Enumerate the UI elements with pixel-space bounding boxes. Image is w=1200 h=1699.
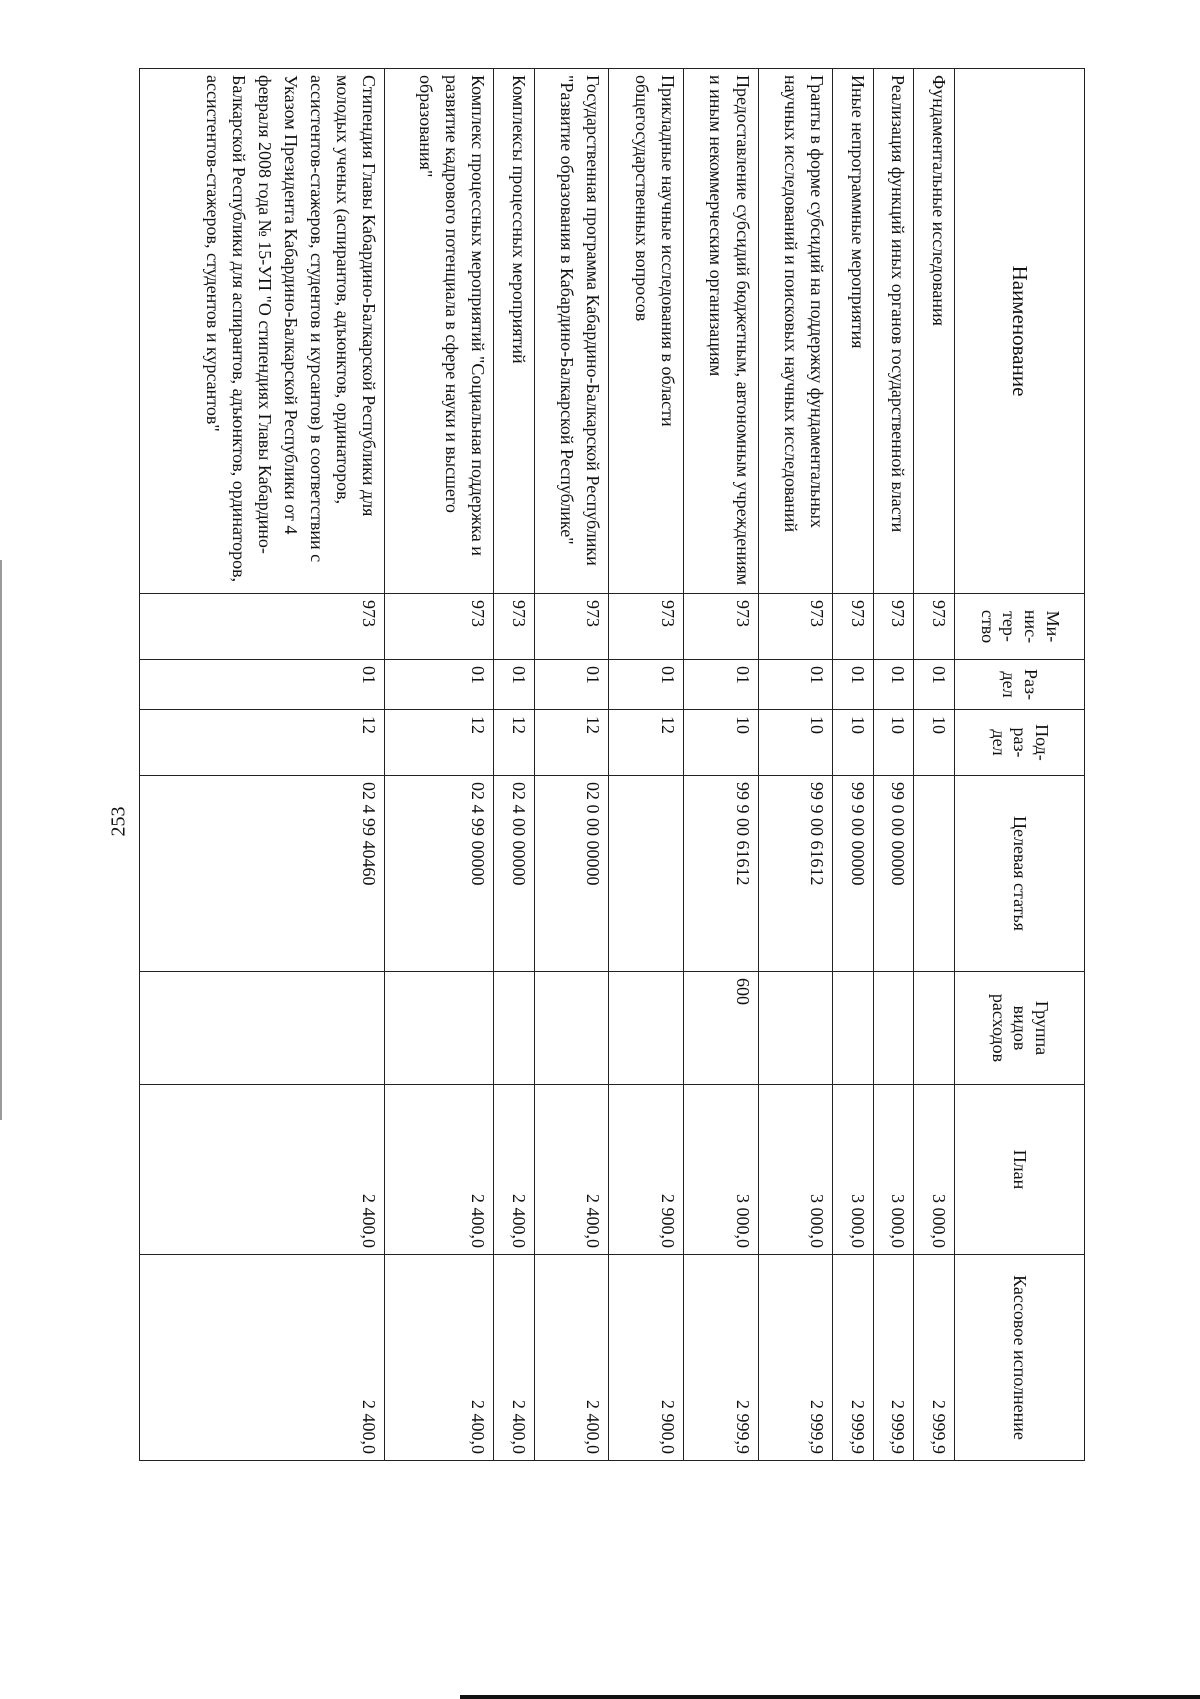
row-subsection: 12 bbox=[140, 710, 385, 776]
row-expense-group bbox=[873, 972, 914, 1085]
row-name: Иные непрограммные мероприятия bbox=[833, 69, 874, 594]
row-ministry: 973 bbox=[385, 594, 494, 660]
row-section: 01 bbox=[385, 660, 494, 710]
table-row bbox=[609, 69, 684, 1461]
row-target-item bbox=[609, 776, 684, 972]
row-name: Прикладные научные исследования в области общегосударственных вопросов bbox=[609, 69, 684, 594]
row-target-item bbox=[914, 776, 955, 972]
header-section: Раз-дел bbox=[955, 660, 1085, 710]
row-cash-execution: 2 999,9 bbox=[683, 1255, 758, 1461]
row-name: Фундаментальные исследования bbox=[914, 69, 955, 594]
row-cash-execution: 2 999,9 bbox=[833, 1255, 874, 1461]
row-name: Предоставление субсидий бюджетным, автономным учреждениям и иным некоммерческим организациям bbox=[683, 69, 758, 594]
row-subsection: 12 bbox=[385, 710, 494, 776]
table-row bbox=[833, 69, 874, 1461]
row-expense-group bbox=[758, 972, 833, 1085]
row-plan: 3 000,0 bbox=[683, 1085, 758, 1255]
row-cash-execution: 2 400,0 bbox=[385, 1255, 494, 1461]
header-target-item: Целевая статья bbox=[955, 776, 1085, 972]
row-plan: 2 400,0 bbox=[493, 1085, 534, 1255]
row-cash-execution: 2 900,0 bbox=[609, 1255, 684, 1461]
row-section: 01 bbox=[534, 660, 609, 710]
row-plan: 3 000,0 bbox=[833, 1085, 874, 1255]
row-section: 01 bbox=[914, 660, 955, 710]
row-target-item: 99 9 00 61612 bbox=[683, 776, 758, 972]
table-row bbox=[493, 69, 534, 1461]
row-section: 01 bbox=[609, 660, 684, 710]
row-cash-execution: 2 999,9 bbox=[758, 1255, 833, 1461]
row-section: 01 bbox=[873, 660, 914, 710]
table-row bbox=[534, 69, 609, 1461]
row-section: 01 bbox=[683, 660, 758, 710]
row-subsection: 12 bbox=[609, 710, 684, 776]
header-cash-execution: Кассовое исполнение bbox=[955, 1255, 1085, 1461]
scan-edge bbox=[0, 560, 2, 1120]
row-ministry: 973 bbox=[914, 594, 955, 660]
row-target-item: 02 4 99 40460 bbox=[140, 776, 385, 972]
header-expense-group: Группа видов расходов bbox=[955, 972, 1085, 1085]
table-row bbox=[385, 69, 494, 1461]
row-plan: 2 400,0 bbox=[140, 1085, 385, 1255]
row-plan: 3 000,0 bbox=[873, 1085, 914, 1255]
table-row bbox=[873, 69, 914, 1461]
row-target-item: 99 0 00 00000 bbox=[873, 776, 914, 972]
row-target-item: 99 9 00 61612 bbox=[758, 776, 833, 972]
row-name: Реализация функций иных органов государственной власти bbox=[873, 69, 914, 594]
row-expense-group bbox=[140, 972, 385, 1085]
row-ministry: 973 bbox=[493, 594, 534, 660]
row-cash-execution: 2 400,0 bbox=[140, 1255, 385, 1461]
budget-table-sheet bbox=[139, 68, 1085, 1460]
page-number: 253 bbox=[107, 806, 130, 837]
row-section: 01 bbox=[140, 660, 385, 710]
row-name: Комплекс процессных мероприятий "Социальная поддержка и развитие кадрового потенциала в сфере науки и высшего образования" bbox=[385, 69, 494, 594]
row-expense-group bbox=[493, 972, 534, 1085]
row-subsection: 10 bbox=[833, 710, 874, 776]
row-subsection: 10 bbox=[914, 710, 955, 776]
row-expense-group bbox=[385, 972, 494, 1085]
row-subsection: 12 bbox=[534, 710, 609, 776]
row-ministry: 973 bbox=[683, 594, 758, 660]
row-cash-execution: 2 999,9 bbox=[873, 1255, 914, 1461]
row-subsection: 10 bbox=[873, 710, 914, 776]
row-plan: 2 400,0 bbox=[534, 1085, 609, 1255]
row-ministry: 973 bbox=[140, 594, 385, 660]
row-target-item: 02 4 00 00000 bbox=[493, 776, 534, 972]
table-row bbox=[914, 69, 955, 1461]
row-expense-group bbox=[609, 972, 684, 1085]
row-subsection: 10 bbox=[758, 710, 833, 776]
row-target-item: 02 4 99 00000 bbox=[385, 776, 494, 972]
row-ministry: 973 bbox=[758, 594, 833, 660]
row-name: Комплексы процессных мероприятий bbox=[493, 69, 534, 594]
scan-bottom-edge bbox=[460, 1695, 1200, 1699]
row-section: 01 bbox=[758, 660, 833, 710]
row-subsection: 10 bbox=[683, 710, 758, 776]
row-ministry: 973 bbox=[833, 594, 874, 660]
table-row bbox=[683, 69, 758, 1461]
header-ministry: Ми-нис-тер-ство bbox=[955, 594, 1085, 660]
row-expense-group bbox=[534, 972, 609, 1085]
row-name: Гранты в форме субсидий на поддержку фундаментальных научных исследований и поисковых научных исследований bbox=[758, 69, 833, 594]
row-ministry: 973 bbox=[873, 594, 914, 660]
row-expense-group bbox=[833, 972, 874, 1085]
table-row bbox=[140, 69, 385, 1461]
row-expense-group: 600 bbox=[683, 972, 758, 1085]
row-name: Стипендия Главы Кабардино-Балкарской Республики для молодых ученых (аспирантов, адъюнктов, ординаторов, ассистентов-стажеров, студентов и курсантов) в соответствии с Указом Президента Кабардино-Балкарской Республики от 4 февраля 2008 года № 15-УП "О стипендиях Главы Кабардино-Балкарской Республики для аспирантов, адъюнктов, ординаторов, ассистентов-стажеров, студентов и курсантов" bbox=[140, 69, 385, 594]
row-cash-execution: 2 400,0 bbox=[534, 1255, 609, 1461]
row-subsection: 12 bbox=[493, 710, 534, 776]
header-subsection: Под-раз-дел bbox=[955, 710, 1085, 776]
row-name: Государственная программа Кабардино-Балкарской Республики "Развитие образования в Кабардино-Балкарской Республике" bbox=[534, 69, 609, 594]
row-expense-group bbox=[914, 972, 955, 1085]
row-section: 01 bbox=[833, 660, 874, 710]
row-ministry: 973 bbox=[609, 594, 684, 660]
row-target-item: 02 0 00 00000 bbox=[534, 776, 609, 972]
row-plan: 2 400,0 bbox=[385, 1085, 494, 1255]
row-plan: 2 900,0 bbox=[609, 1085, 684, 1255]
row-section: 01 bbox=[493, 660, 534, 710]
row-plan: 3 000,0 bbox=[914, 1085, 955, 1255]
row-ministry: 973 bbox=[534, 594, 609, 660]
row-cash-execution: 2 999,9 bbox=[914, 1255, 955, 1461]
budget-table bbox=[139, 68, 1085, 1461]
row-target-item: 99 9 00 00000 bbox=[833, 776, 874, 972]
header-plan: План bbox=[955, 1085, 1085, 1255]
row-cash-execution: 2 400,0 bbox=[493, 1255, 534, 1461]
row-plan: 3 000,0 bbox=[758, 1085, 833, 1255]
table-row bbox=[758, 69, 833, 1461]
header-name: Наименование bbox=[955, 69, 1085, 594]
header-row bbox=[955, 69, 1085, 1461]
